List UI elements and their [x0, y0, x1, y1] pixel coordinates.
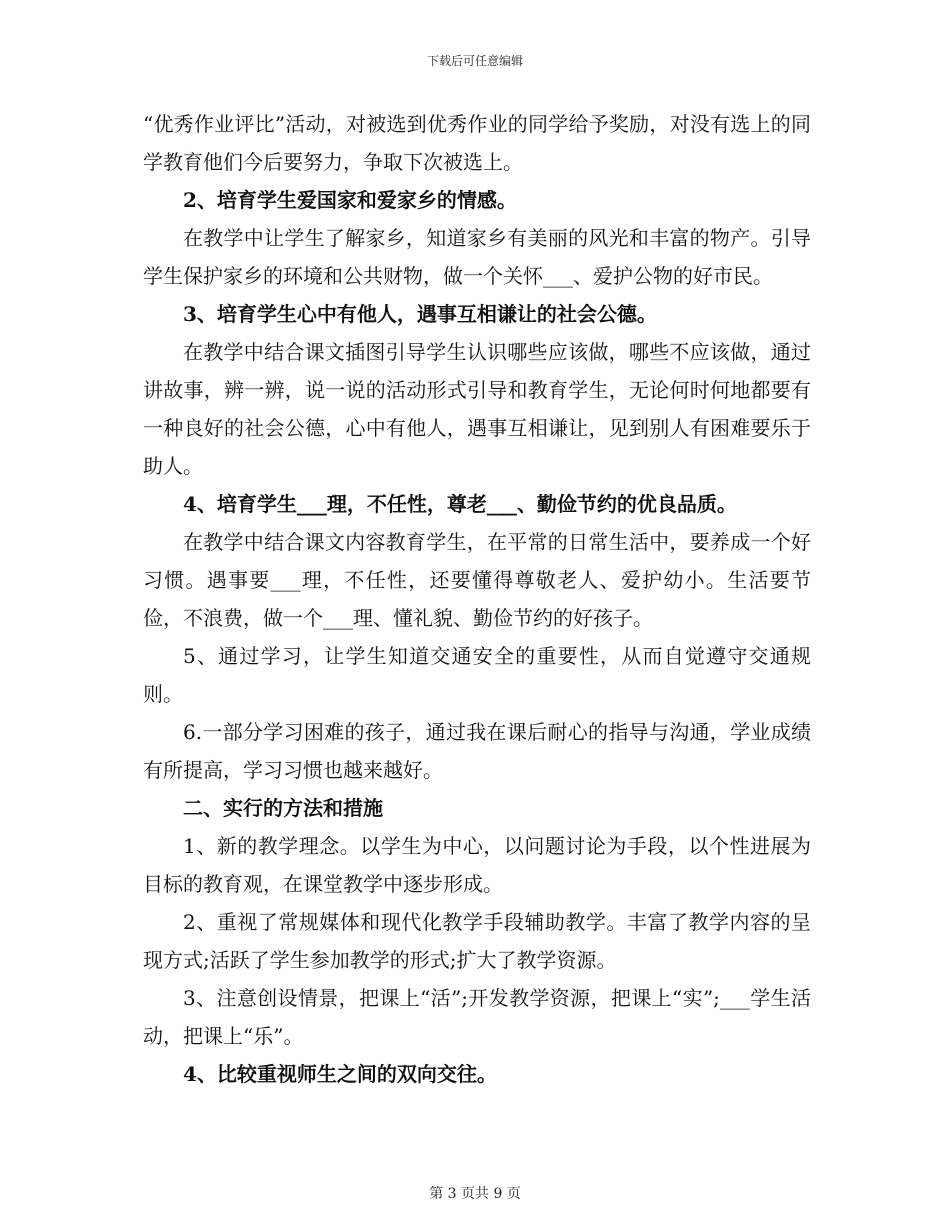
section-heading-methods: 二、实行的方法和措施	[183, 796, 383, 820]
document-body	[143, 105, 811, 1093]
section-heading-3: 3、培育学生心中有他人，遇事互相谦让的社会公德。	[183, 302, 657, 326]
paragraph: 在教学中结合课文插图引导学生认识哪些应该做，哪些不应该做，通过讲故事，辨一辨，说一说的活动形式引导和教育学生，无论何时何地都要有一种良好的社会公德，心中有他人，遇事互相谦让，见到别人有困难要乐于助人。	[143, 340, 811, 478]
paragraph-method-3: 3、注意创设情景，把课上“活”;开发教学资源，把课上“实”;___学生活动，把课上“乐”。	[143, 986, 811, 1048]
page-footer: 第 3 页共 9 页	[429, 1186, 521, 1202]
section-heading-2: 2、培育学生爱国家和爱家乡的情感。	[183, 188, 517, 212]
paragraph: 在教学中让学生了解家乡，知道家乡有美丽的风光和丰富的物产。引导学生保护家乡的环境和公共财物，做一个关怀___、爱护公物的好市民。	[143, 226, 811, 288]
paragraph-method-2: 2、重视了常规媒体和现代化教学手段辅助教学。丰富了教学内容的呈现方式;活跃了学生参加教学的形式;扩大了教学资源。	[143, 910, 811, 972]
paragraph-item-5: 5、通过学习，让学生知道交通安全的重要性，从而自觉遵守交通规则。	[143, 644, 811, 706]
paragraph-method-1: 1、新的教学理念。以学生为中心，以问题讨论为手段，以个性进展为目标的教育观，在课堂教学中逐步形成。	[143, 834, 811, 896]
paragraph-item-6: 6.一部分学习困难的孩子，通过我在课后耐心的指导与沟通，学业成绩有所提高，学习习惯也越来越好。	[143, 720, 811, 782]
page-header: 下载后可任意编辑	[426, 54, 523, 68]
section-heading-4: 4、培育学生___理，不任性，尊老___、勤俭节约的优良品质。	[183, 492, 737, 516]
paragraph: 在教学中结合课文内容教育学生，在平常的日常生活中，要养成一个好习惯。遇事要___理，不任性，还要懂得尊敬老人、爱护幼小。生活要节俭，不浪费，做一个___理、懂礼貌、勤俭节约的好孩子。	[143, 530, 811, 630]
paragraph-continuation: “优秀作业评比”活动，对被选到优秀作业的同学给予奖励，对没有选上的同学教育他们今后要努力，争取下次被选上。	[143, 112, 811, 174]
section-heading-method-4: 4、比较重视师生之间的双向交往。	[183, 1062, 497, 1086]
